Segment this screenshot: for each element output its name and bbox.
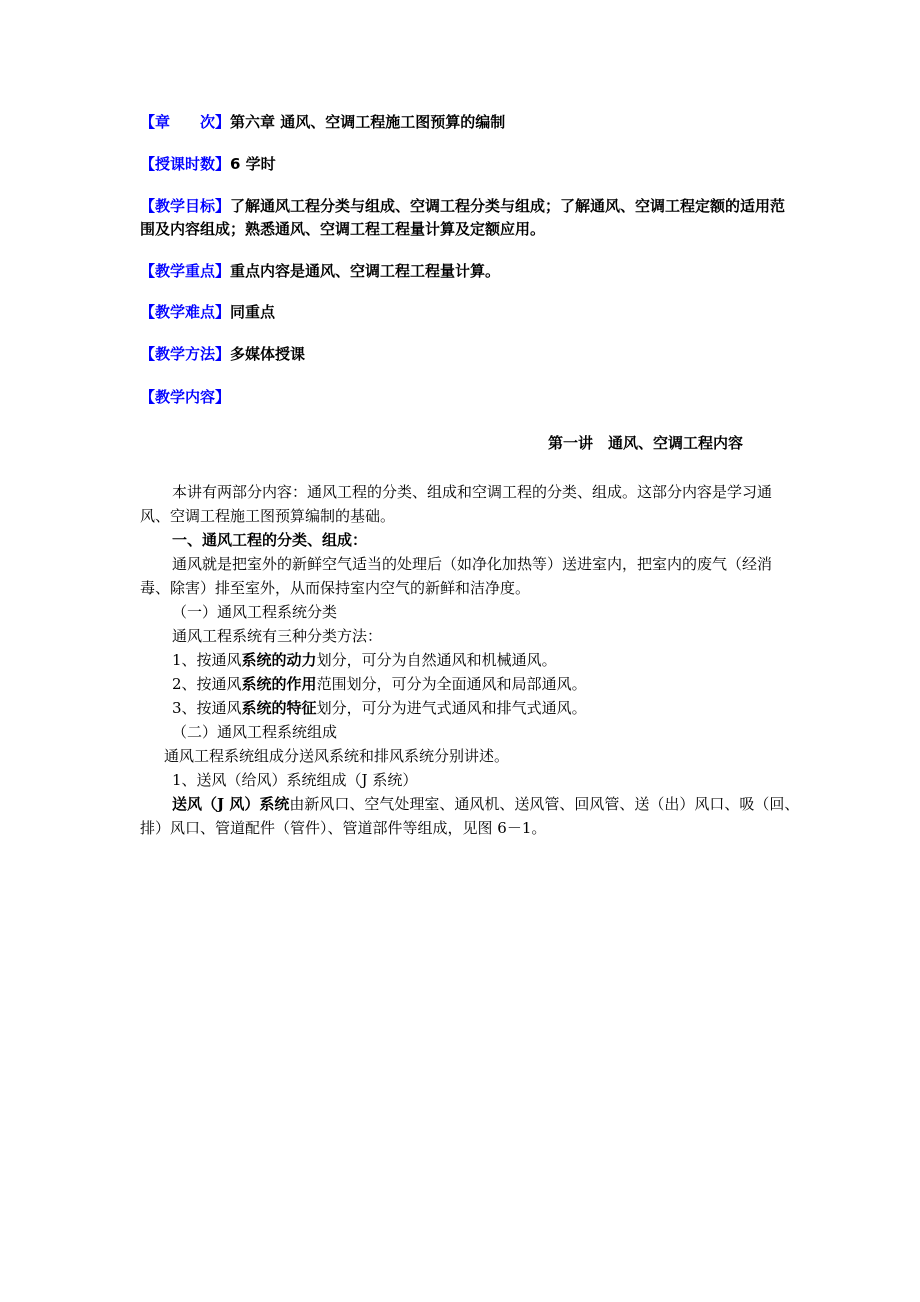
item1-bold: 系统的动力: [241, 651, 317, 669]
difficulties-tag: 【教学难点】: [140, 303, 231, 321]
classification-item-1: [140, 648, 800, 672]
hours-line: [140, 153, 800, 176]
goals-text: 了解通风工程分类与组成、空调工程分类与组成；了解通风、空调工程定额的适用范围及内容组成；熟悉通风、空调工程工程量计算及定额应用。: [140, 197, 786, 238]
goals-line: [140, 195, 800, 241]
chapter-text: 第六章 通风、空调工程施工图预算的编制: [230, 113, 506, 131]
sub1-intro: 通风工程系统有三种分类方法：: [172, 627, 383, 645]
item1-prefix: 1、按通风: [172, 651, 242, 669]
method-tag: 【教学方法】: [140, 345, 231, 363]
item2-bold: 系统的作用: [241, 675, 317, 693]
item2-prefix: 2、按通风: [172, 675, 242, 693]
item2-suffix: 范围划分，可分为全面通风和局部通风。: [316, 675, 587, 693]
difficulties-line: [140, 301, 800, 324]
key-points-text: 重点内容是通风、空调工程工程量计算。: [230, 262, 501, 280]
goals-tag: 【教学目标】: [140, 197, 231, 215]
final-rest: 由新风口、空气处理室、通风机、送风管、回风管、送（出）风口、吸（回、排）风口、管道配件（管件）、管道部件等组成，见图 6－1。: [140, 795, 800, 837]
intro-paragraph: 本讲有两部分内容：通风工程的分类、组成和空调工程的分类、组成。这部分内容是学习通风、空调工程施工图预算编制的基础。: [140, 483, 773, 525]
content-tag: 【教学内容】: [140, 388, 231, 406]
sub1-heading: （一）通风工程系统分类: [172, 603, 338, 621]
classification-item-2: [140, 672, 800, 696]
sub2-item-1: 1、送风（给风）系统组成（J 系统）: [172, 771, 418, 789]
key-points-line: [140, 260, 800, 283]
lecture-body: [140, 480, 800, 840]
item3-suffix: 划分，可分为进气式通风和排气式通风。: [316, 699, 587, 717]
method-text: 多媒体授课: [230, 345, 306, 363]
sub2-intro: 通风工程系统组成分送风系统和排风系统分别讲述。: [164, 747, 510, 765]
sub2-heading: （二）通风工程系统组成: [172, 723, 338, 741]
key-points-tag: 【教学重点】: [140, 262, 231, 280]
hours-tag: 【授课时数】: [140, 155, 231, 173]
item1-suffix: 划分，可分为自然通风和机械通风。: [316, 651, 557, 669]
chapter-line: [140, 111, 800, 134]
item3-prefix: 3、按通风: [172, 699, 242, 717]
definition-paragraph: 通风就是把室外的新鲜空气适当的处理后（如净化加热等）送进室内，把室内的废气（经消毒、除害）排至室外，从而保持室内空气的新鲜和洁净度。: [140, 555, 773, 597]
section1-heading: 一、通风工程的分类、组成：: [172, 531, 368, 549]
final-paragraph: [140, 792, 800, 840]
content-line: [140, 386, 800, 409]
final-bold: 送风（J 风）系统: [172, 795, 290, 813]
classification-item-3: [140, 696, 800, 720]
difficulties-text: 同重点: [230, 303, 276, 321]
hours-text: 6 学时: [230, 155, 276, 173]
chapter-tag: 【章 次】: [140, 113, 231, 131]
lecture-title: 第一讲 通风、空调工程内容: [548, 434, 744, 452]
item3-bold: 系统的特征: [241, 699, 317, 717]
method-line: [140, 343, 800, 366]
